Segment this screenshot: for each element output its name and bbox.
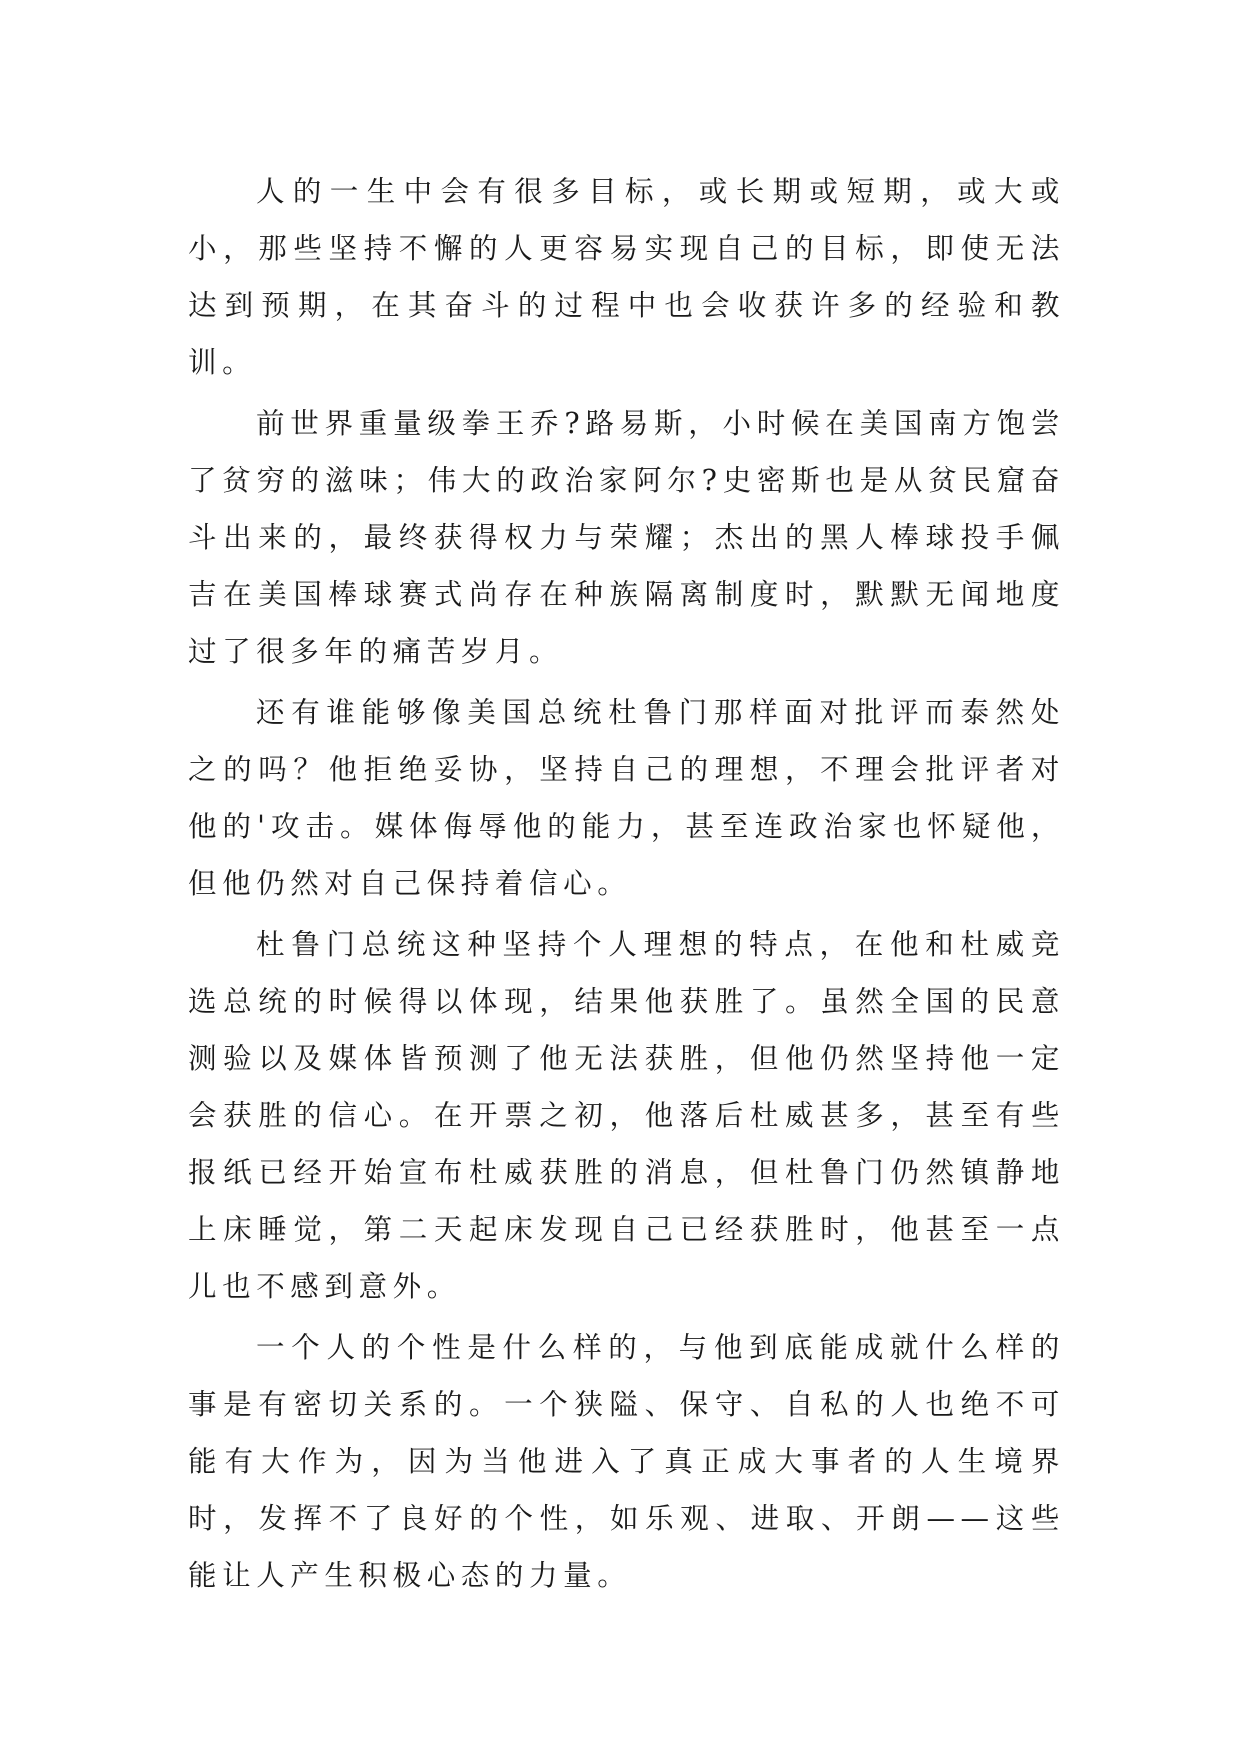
paragraph-goals: 人的一生中会有很多目标，或长期或短期，或大或小，那些坚持不懈的人更容易实现自己的目标，即使无法达到预期，在其奋斗的过程中也会收获许多的经验和教训。 [188,175,1065,379]
paragraph-examples: 前世界重量级拳王乔?路易斯，小时候在美国南方饱尝了贫穷的滋味；伟大的政治家阿尔?史密斯也是从贫民窟奋斗出来的，最终获得权力与荣耀；杰出的黑人棒球投手佩吉在美国棒球赛式尚存在种族隔离制度时，默默无闻地度过了很多年的痛苦岁月。 [188,407,1065,668]
document-body [188,163,1065,1604]
paragraph-personality: 一个人的个性是什么样的，与他到底能成就什么样的事是有密切关系的。一个狭隘、保守、自私的人也绝不可能有大作为，因为当他进入了真正成大事者的人生境界时，发挥不了良好的个性，如乐观、进取、开朗——这些能让人产生积极心态的力量。 [188,1331,1065,1592]
paragraph-truman-criticism: 还有谁能够像美国总统杜鲁门那样面对批评而泰然处之的吗？他拒绝妥协，坚持自己的理想，不理会批评者对他的'攻击。媒体侮辱他的能力，甚至连政治家也怀疑他，但他仍然对自己保持着信心。 [188,696,1065,900]
paragraph-truman-election: 杜鲁门总统这种坚持个人理想的特点，在他和杜威竞选总统的时候得以体现，结果他获胜了。虽然全国的民意测验以及媒体皆预测了他无法获胜，但他仍然坚持他一定会获胜的信心。在开票之初，他落后杜威甚多，甚至有些报纸已经开始宣布杜威获胜的消息，但杜鲁门仍然镇静地上床睡觉，第二天起床发现自己已经获胜时，他甚至一点儿也不感到意外。 [188,928,1065,1303]
